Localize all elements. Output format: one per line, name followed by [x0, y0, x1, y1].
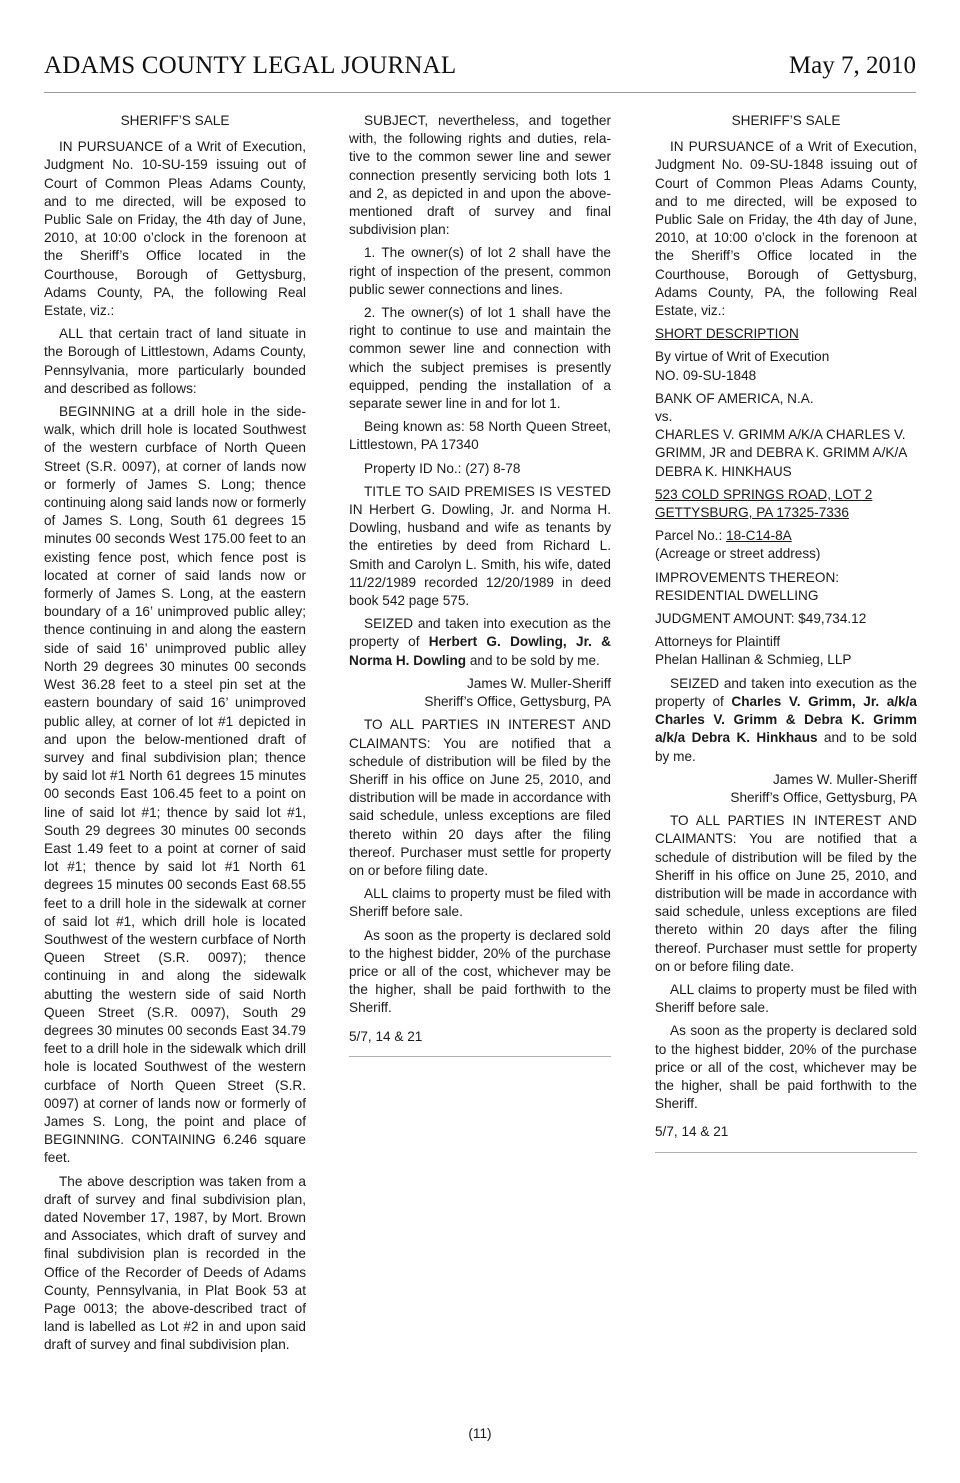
address-line-2: GETTYSBURG, PA 17325-7336 — [655, 505, 849, 521]
judgment-amount: JUDGMENT AMOUNT: $49,734.12 — [655, 611, 867, 627]
page-number: (11) — [468, 1426, 492, 1441]
plaintiff: BANK OF AMERICA, N.A. — [655, 390, 814, 406]
sheriff-office: Sheriff’s Office, Gettysburg, PA — [730, 789, 917, 805]
page-header — [44, 52, 916, 93]
issue-date: May 7, 2010 — [788, 52, 916, 79]
attorneys-firm: Phelan Hallinan & Schmieg, LLP — [655, 652, 852, 668]
paragraph-tract: ALL that certain tract of land situate in the Borough of Littlestown, Adams County, Pennsylvania, more particularly bounded and described as follows: — [44, 326, 306, 396]
notice-title: SHERIFF’S SALE — [120, 113, 230, 128]
paragraph-pursuance: IN PURSUANCE of a Writ of Execution, Judgment No. 10-SU-159 issuing out of Court of Common Pleas Adams County, and to me directed, will be exposed to Public Sale on Friday, the 4th day of June, 2010, at 10:00 o’clock in the forenoon at the Sheriff’s Office located in the Courthouse, Borough of Gettysburg, Adams County, PA, the following Real Estate, viz.: — [44, 139, 306, 319]
paragraph-claims: ALL claims to property must be filed with Sheriff before sale. — [349, 886, 611, 920]
paragraph-known-as: Being known as: 58 North Queen Street, Littlestown, PA 17340 — [349, 419, 611, 453]
writ-number: NO. 09-SU-1848 — [655, 367, 757, 383]
paragraph-property-id: Property ID No.: (27) 8-78 — [364, 460, 521, 476]
paragraph-title-vested: TITLE TO SAID PREMISES IS VESTED IN Herbert G. Dowling, Jr. and Norma H. Dowling, husband and wife as tenants by the entireties by deed from Richard L. Smith and Carolyn L. Smith, his wife, dated 11/22/1989 recorded 12/20/1989 in deed book 542 page 575. — [349, 483, 611, 609]
notice-title: SHERIFF’S SALE — [731, 113, 841, 128]
sheriff-office: Sheriff’s Office, Gettysburg, PA — [424, 694, 611, 710]
defendant-names: Charles V. Grimm, Jr. a/k/a Charles V. Grimm & Debra K. Grimm a/k/a Debra K. Hinkhaus — [655, 693, 917, 746]
paragraph-lot2-rights: 1. The owner(s) of lot 2 shall have the right of inspection of the present, common public sewer connections and lines. — [349, 245, 611, 297]
seized-prefix: SEIZED and taken into execution as the property of — [655, 675, 917, 709]
address-line-1: 523 COLD SPRINGS ROAD, LOT 2 — [655, 486, 873, 502]
paragraph-seized — [655, 675, 917, 766]
sheriff-signature — [349, 675, 611, 711]
paragraph-claims: ALL claims to property must be filed with Sheriff before sale. — [655, 981, 917, 1016]
versus: vs. — [655, 409, 673, 425]
writ-line: By virtue of Writ of Execution — [655, 349, 830, 365]
improvements — [655, 569, 917, 605]
improvements-label: IMPROVEMENTS THEREON: — [655, 569, 840, 585]
column-2 — [349, 112, 611, 1057]
property-address — [655, 486, 917, 522]
paragraph-description-source: The above description was taken from a draft of survey and final subdivision plan, dated November 17, 1987, by Mort. Brown and Associates, which draft of survey and final subdivision plan is recorded in the Office of the Recorder of Deeds of Adams County, Pennsylvania, in Plat Book 53 at Page 0013; the above-described tract of land is labelled as Lot #2 in and upon said draft of survey and final subdivision plan. — [44, 1173, 306, 1353]
parcel-info — [655, 527, 917, 563]
sheriff-signature — [655, 771, 917, 807]
attorneys-label: Attorneys for Plaintiff — [655, 634, 781, 650]
sheriff-name: James W. Muller-Sheriff — [466, 675, 611, 691]
short-description-heading — [655, 325, 917, 343]
short-description-label: SHORT DESCRIPTION — [655, 326, 799, 342]
paragraph-beginning: BEGINNING at a drill hole in the sidewalk, which drill hole is located Southwest of the western curbface of North Queen Street (S.R. 0097), at corner of lands now or formerly of James S. Long; thence continuing along said lands now or formerly of James S. Long, South 61 degrees 15 minutes 00 seconds West 175.00 feet to an existing fence post, which fence post is located at corner of said lands now or formerly of James S. Long, at the eastern boundary of a 16’ unimproved public alley; thence continuing in and along the eastern side of said 16’ unimproved public alley North 29 degrees 30 minutes 00 seconds West 36.28 feet to a steel pin set at the eastern boundary of said 16’ unimproved public alley, at corner of lot #1 depicted in and upon the below-mentioned draft of survey and final subdivision plan; thence by said lot #1 North 61 degrees 15 minutes 00 seconds East 106.45 feet to a point on line of said lot #1; thence by said lot #1, South 29 degrees 30 minutes 00 seconds East 1.49 feet to a point at corner of said lot #1; thence by said lot #1 North 61 degrees 15 minutes 00 seconds East 68.55 feet to a drill hole in the sidewalk at corner of said lot #1, which drill hole is located Southwest of the western curbface of North Queen Street (S.R. 0097); thence continuing in and along the sidewalk abutting the western side of said North Queen Street (S.R. 0097), South 29 degrees 30 minutes 00 seconds East 34.79 feet to a drill hole in the sidewalk which drill hole is located Southwest of the western curbface of North Queen Street (S.R. 0097) at corner of lands now or formerly of James S. Long, the point and place of BEGINNING. CONTAINING 6.246 square feet. — [44, 404, 306, 1166]
acreage-note: (Acreage or street address) — [655, 546, 821, 562]
journal-title: ADAMS COUNTY LEGAL JOURNAL — [44, 52, 457, 79]
paragraph-parties-notice: TO ALL PARTIES IN INTEREST AND CLAIMANTS: You are notified that a schedule of distribution will be filed by the Sheriff in his office on June 25, 2010, and distribution will be made in accordance with said schedule, unless exceptions are filed thereto within 20 days after the filing thereof. Purchaser must settle for property on or before filing date. — [655, 813, 917, 974]
paragraph-sold-terms: As soon as the property is declared sold to the highest bidder, 20% of the purchase price or all of the cost, whichever may be the higher, shall be paid forthwith to the Sheriff. — [655, 1023, 917, 1112]
divider — [349, 1056, 611, 1057]
parcel-label: Parcel No.: — [655, 528, 727, 544]
attorneys — [655, 633, 917, 669]
defendant: CHARLES V. GRIMM A/K/A CHARLES V. GRIMM, JR and DEBRA K. GRIMM A/K/A DEBRA K. HINKHAUS — [655, 427, 907, 479]
parcel-number: 18-C14-8A — [726, 528, 792, 544]
seized-prefix: SEIZED and taken into execution as the property of — [349, 616, 611, 650]
publication-dates: 5/7, 14 & 21 — [655, 1124, 729, 1140]
paragraph-sold-terms: As soon as the property is declared sold to the highest bidder, 20% of the purchase price or all of the cost, whichever may be the higher, shall be paid forthwith to the Sheriff. — [349, 927, 611, 1016]
publication-dates: 5/7, 14 & 21 — [349, 1028, 423, 1044]
seized-suffix: and to be sold by me. — [655, 730, 917, 764]
paragraph-parties-notice: TO ALL PARTIES IN INTEREST AND CLAIMANTS: You are notified that a schedule of distribution will be filed by the Sheriff in his office on June 25, 2010, and distribution will be made in accordance with said schedule, unless exceptions are filed thereto within 20 days after the filing thereof. Purchaser must settle for property on or before filing date. — [349, 717, 611, 878]
paragraph-seized — [349, 615, 611, 670]
paragraph-lot1-rights: 2. The owner(s) of lot 1 shall have the right to continue to use and maintain the common sewer line and connection with which the subject premises is presently equipped, pending the installation of a separate sewer line in and for lot 1. — [349, 305, 611, 412]
improvements-value: RESIDENTIAL DWELLING — [655, 587, 819, 603]
column-1 — [44, 112, 306, 1360]
sheriff-name: James W. Muller-Sheriff — [772, 771, 917, 787]
defendant-names: Herbert G. Dowling, Jr. & Norma H. Dowling — [349, 634, 611, 668]
seized-suffix: and to be sold by me. — [466, 652, 600, 668]
paragraph-pursuance: IN PURSUANCE of a Writ of Execution, Judgment No. 09-SU-1848 issuing out of Court of Common Pleas Adams County, and to me directed, will be exposed to Public Sale on Friday, the 4th day of June, 2010, at 10:00 o’clock in the forenoon at the Sheriff’s Office located in the Courthouse, Borough of Gettysburg, Adams County, PA, the following Real Estate, viz.: — [655, 139, 917, 319]
column-3 — [655, 112, 917, 1153]
paragraph-subject: SUBJECT, nevertheless, and together with, the following rights and duties, relative to the common sewer line and sewer connection presently servicing both lots 1 and 2, as depicted in and upon the above-mentioned draft of survey and final subdivision plan: — [349, 113, 611, 238]
writ-info — [655, 348, 917, 384]
divider — [655, 1152, 917, 1153]
